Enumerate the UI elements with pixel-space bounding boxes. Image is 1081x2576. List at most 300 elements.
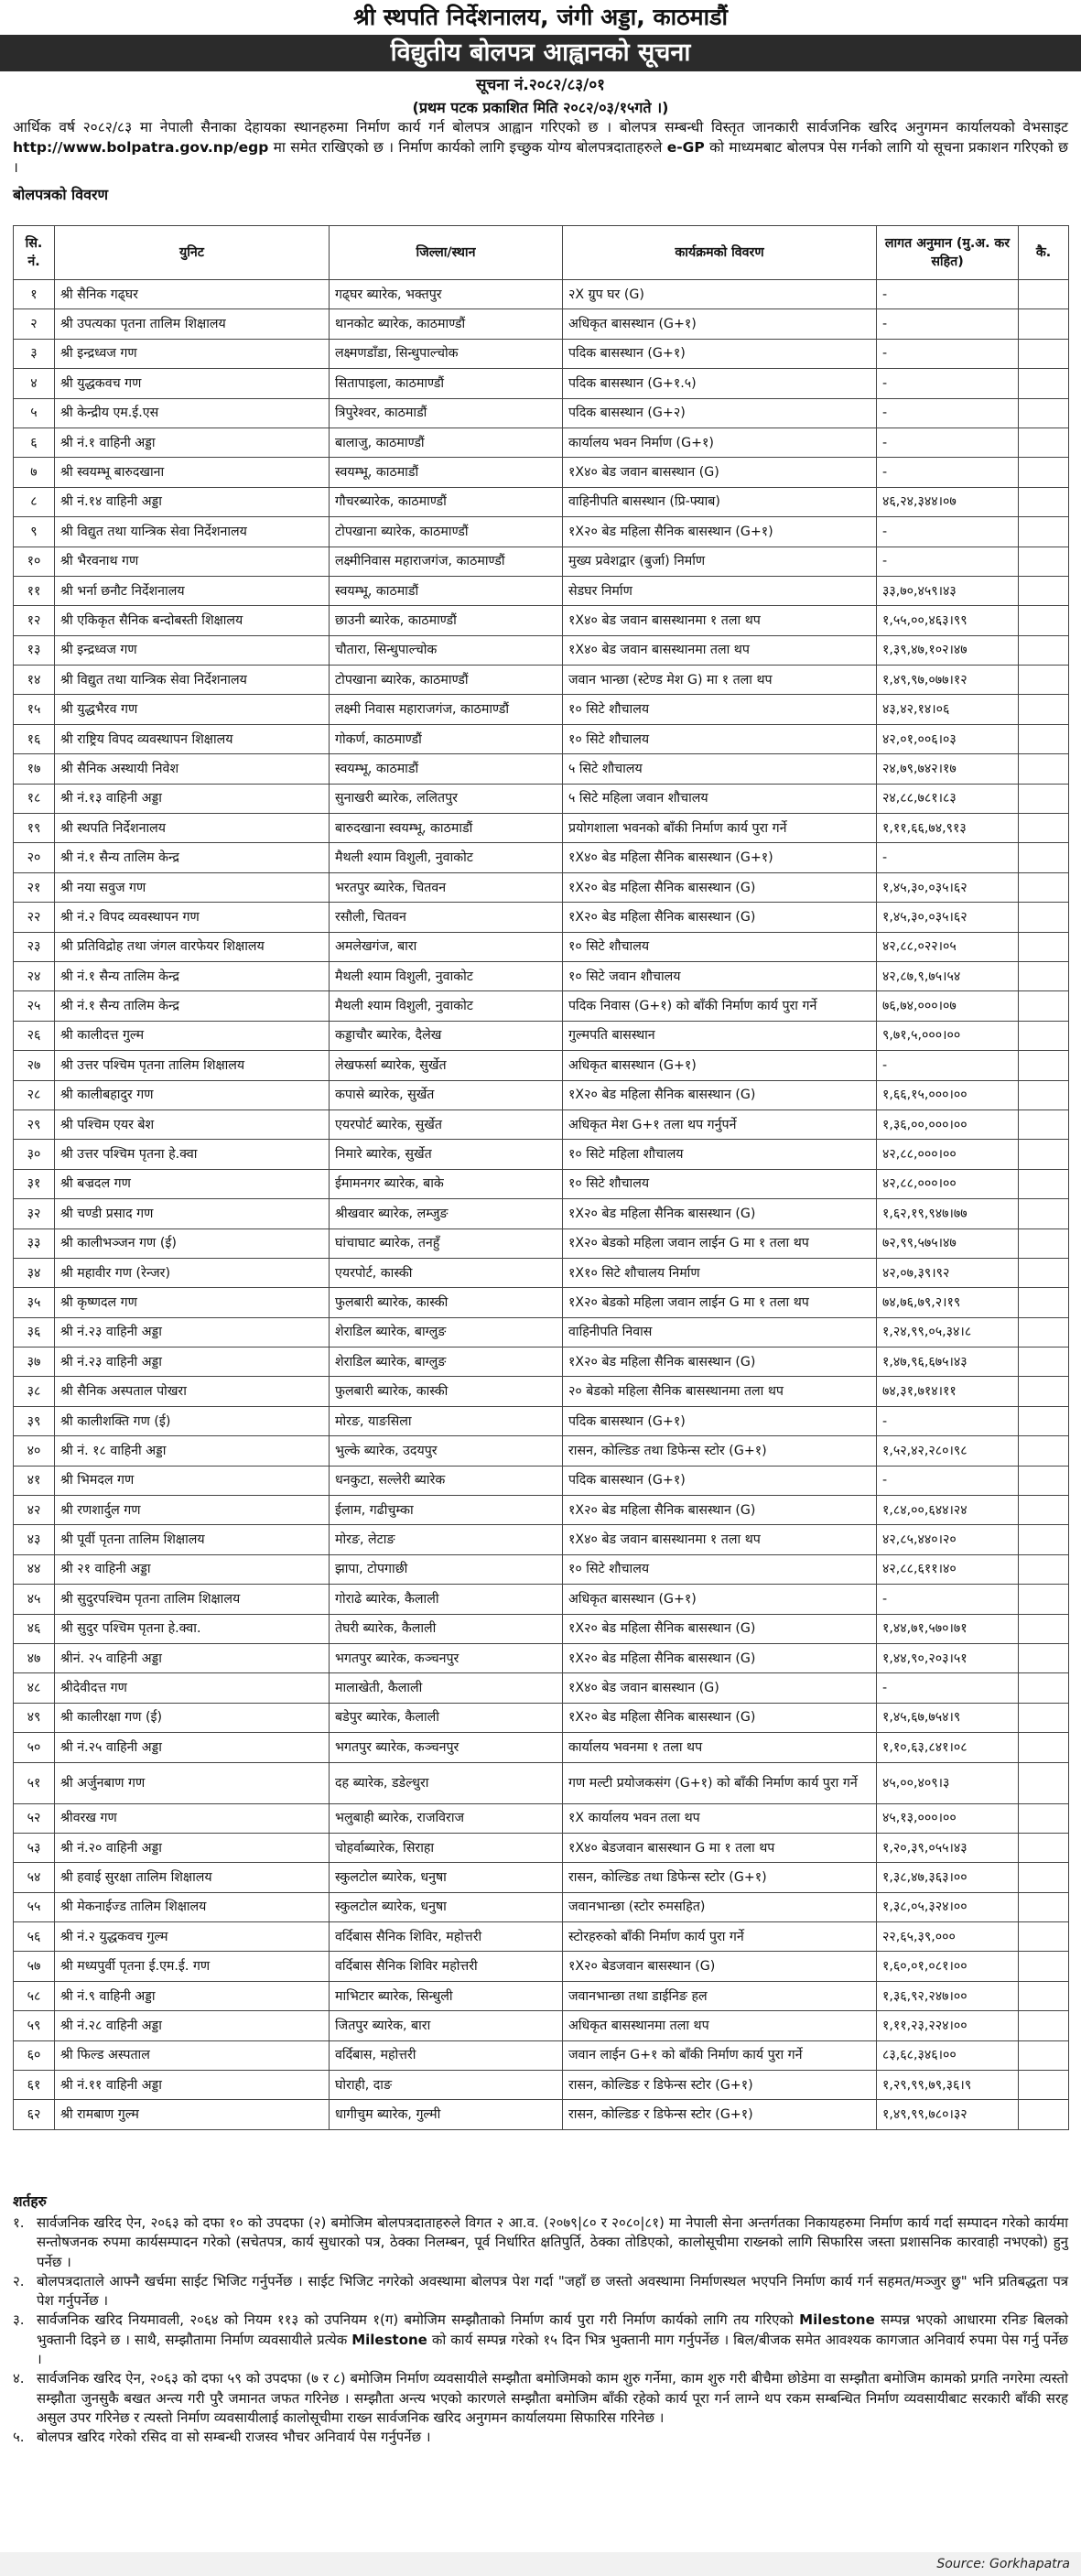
table-row [14, 2100, 1069, 2129]
header-sn: सि. नं. [14, 226, 55, 280]
cell-location: बारुदखाना स्वयम्भू, काठमाडौं [330, 814, 563, 843]
cell-remarks [1019, 1585, 1069, 1614]
condition-number: ४. [13, 2370, 25, 2387]
cell-location: भरतपुर ब्यारेक, चितवन [330, 872, 563, 902]
cell-remarks [1019, 2100, 1069, 2129]
cell-remarks [1019, 814, 1069, 843]
cell-cost: - [877, 1051, 1019, 1080]
office-title: श्री स्थपति निर्देशनालय, जंगी अड्डा, काठमाडौं [353, 4, 728, 30]
table-row [14, 1140, 1069, 1169]
cell-remarks [1019, 487, 1069, 516]
cell-unit: श्री प्रतिविद्रोह तथा जंगल वारफेयर शिक्षालय [55, 932, 330, 961]
cell-cost: १,११,२३,२२४।०० [877, 2011, 1019, 2040]
intro-text-2: मा समेत राखिएको छ । निर्माण कार्यको लागि इच्छुक योग्य बोलपत्रदाताहरुले [268, 139, 667, 156]
cell-description: २X ग्रुप घर (G) [563, 280, 877, 309]
cell-location: शेराडिल ब्यारेक, बाग्लुङ [330, 1348, 563, 1377]
cell-sn: ६१ [14, 2071, 55, 2100]
cell-location: धागीचुम ब्यारेक, गुल्मी [330, 2100, 563, 2129]
table-row [14, 1554, 1069, 1584]
cell-unit: श्री भर्ना छनौट निर्देशनालय [55, 576, 330, 605]
cell-cost: २२,६५,३९,००० [877, 1922, 1019, 1952]
cell-location: तेघरी ब्यारेक, कैलाली [330, 1614, 563, 1643]
cell-location: मालाखेती, कैलाली [330, 1673, 563, 1703]
cell-sn: ३० [14, 1140, 55, 1169]
cell-cost: ४६,२४,३४४।०७ [877, 487, 1019, 516]
cell-location: सितापाइला, काठमाण्डौं [330, 369, 563, 398]
cell-sn: १५ [14, 695, 55, 724]
cell-cost: - [877, 458, 1019, 487]
intro-paragraph [13, 117, 1068, 178]
cell-cost: - [877, 428, 1019, 457]
header-cost: लागत अनुमान (मु.अ. कर सहित) [877, 226, 1019, 280]
cell-cost: ७४,३१,७१४।११ [877, 1377, 1019, 1406]
cell-sn: १२ [14, 606, 55, 635]
cell-description: सेडघर निर्माण [563, 576, 877, 605]
cell-cost: ३३,७०,४५९।४३ [877, 576, 1019, 605]
cell-remarks [1019, 576, 1069, 605]
cell-sn: १९ [14, 814, 55, 843]
cell-cost: ४२,८८,०००।०० [877, 1140, 1019, 1169]
table-row [14, 932, 1069, 961]
cell-sn: ४२ [14, 1496, 55, 1525]
cell-cost: - [877, 1585, 1019, 1614]
cell-remarks [1019, 1496, 1069, 1525]
table-header-row [14, 226, 1069, 280]
cell-cost: २४,७९,७४२।१७ [877, 754, 1019, 784]
cell-unit: श्री भैरवनाथ गण [55, 547, 330, 576]
cell-sn: ५५ [14, 1892, 55, 1921]
intro-text-1: आर्थिक वर्ष २०८२/८३ मा नेपाली सैनाका देहायका स्थानहरुमा निर्माण कार्य गर्न बोलपत्र आह्वान गरिएको छ । बोलपत्र सम्बन्धी विस्तृत जानकारी सार्वजनिक खरिद अनुगमन कार्यालयको वेभसाइट [13, 119, 1068, 135]
conditions-label: शर्तहरु [13, 2193, 47, 2210]
cell-sn: ५० [14, 1733, 55, 1762]
cell-cost: १,४४,९०,२०३।५१ [877, 1643, 1019, 1672]
cell-location: वर्दिबास सैनिक शिविर, महोत्तरी [330, 1922, 563, 1952]
cell-unit: श्री एकिकृत सैनिक बन्दोबस्ती शिक्षालय [55, 606, 330, 635]
cell-cost: १,४९,९९,७८०।३२ [877, 2100, 1019, 2129]
cell-description: १X२० बेड महिला सैनिक बासस्थान (G) [563, 1643, 877, 1672]
table-row [14, 1199, 1069, 1228]
cell-unit: श्री उत्तर पश्चिम पृतना हे.क्वा [55, 1140, 330, 1169]
cell-unit: श्री युद्धकवच गण [55, 369, 330, 398]
cell-remarks [1019, 1317, 1069, 1347]
table-row [14, 547, 1069, 576]
condition-text-part: को कार्य सम्पन्न गरेको १५ दिन भित्र भुक्तानी माग गर्नुपर्नेछ । बिल/बीजक समेत आवश्यक कागजात अनिवार्य रुपमा पेस गर्नु पर्नेछ । [37, 2331, 1069, 2368]
condition-text [37, 2369, 1068, 2428]
cell-sn: ५९ [14, 2011, 55, 2040]
cell-cost: १,३८,०५,३२४।०० [877, 1892, 1019, 1921]
cell-unit: श्री भिमदल गण [55, 1466, 330, 1495]
cell-description: १X४० बेड जवान बासस्थानमा १ तला थप [563, 606, 877, 635]
cell-sn: ५३ [14, 1833, 55, 1862]
table-row [14, 1406, 1069, 1435]
cell-location: स्कुलटोल ब्यारेक, धनुषा [330, 1863, 563, 1892]
cell-description: १X२० बेड महिला सैनिक बासस्थान (G) [563, 1199, 877, 1228]
table-row [14, 695, 1069, 724]
cell-unit: श्री नं.१ सैन्य तालिम केन्द्र [55, 843, 330, 872]
bid-table-body [14, 280, 1069, 2130]
cell-unit: श्री उपत्यका पृतना तालिम शिक्षालय [55, 309, 330, 339]
cell-unit: श्री सैनिक अस्थायी निवेश [55, 754, 330, 784]
cell-location: रसौली, चितवन [330, 903, 563, 932]
cell-unit: श्री विद्युत तथा यान्त्रिक सेवा निर्देशनालय [55, 666, 330, 695]
table-row [14, 1863, 1069, 1892]
table-row [14, 1981, 1069, 2010]
cell-cost: - [877, 280, 1019, 309]
table-row [14, 666, 1069, 695]
cell-sn: ४७ [14, 1643, 55, 1672]
cell-cost: १,४९,९७,०७७।१२ [877, 666, 1019, 695]
cell-cost: ४२,८५,४४०।२० [877, 1525, 1019, 1554]
cell-unit: श्री हवाई सुरक्षा तालिम शिक्षालय [55, 1863, 330, 1892]
conditions-list [13, 2213, 1068, 2448]
cell-location: लेखफर्सा ब्यारेक, सुर्खेत [330, 1051, 563, 1080]
cell-unit: श्री नं.२८ वाहिनी अड्डा [55, 2011, 330, 2040]
header-description: कार्यक्रमको विवरण [563, 226, 877, 280]
cell-unit: श्री सैनिक गढ्घर [55, 280, 330, 309]
table-row [14, 991, 1069, 1021]
cell-cost: ८३,६८,३४६।०० [877, 2040, 1019, 2070]
cell-cost: - [877, 369, 1019, 398]
cell-unit: श्री कृष्णदल गण [55, 1288, 330, 1317]
cell-unit: श्री नं.१ वाहिनी अड्डा [55, 428, 330, 457]
cell-description: १X१० सिटे शौचालय निर्माण [563, 1258, 877, 1287]
cell-location: श्रीखवार ब्यारेक, लम्जुङ [330, 1199, 563, 1228]
table-row [14, 1952, 1069, 1981]
cell-cost: ४२,०७,३९।९२ [877, 1258, 1019, 1287]
cell-cost: १,६०,०१,०८१।०० [877, 1952, 1019, 1981]
cell-location: माभिटार ब्यारेक, सिन्धुली [330, 1981, 563, 2010]
cell-remarks [1019, 1021, 1069, 1050]
cell-location: एयरपोर्ट ब्यारेक, सुर्खेत [330, 1109, 563, 1139]
cell-description: १X२० बेड महिला सैनिक बासस्थान (G) [563, 872, 877, 902]
condition-item [13, 2428, 1068, 2447]
table-row [14, 724, 1069, 753]
cell-remarks [1019, 1051, 1069, 1080]
cell-location: स्वयम्भू, काठमाडौं [330, 576, 563, 605]
cell-location: स्कुलटोल ब्यारेक, धनुषा [330, 1892, 563, 1921]
cell-cost: ४२,८८,०००।०० [877, 1169, 1019, 1198]
condition-text-part: Milestone [799, 2311, 875, 2329]
cell-location: भलुबाही ब्यारेक, राजविराज [330, 1803, 563, 1833]
table-row [14, 2040, 1069, 2070]
table-row [14, 1496, 1069, 1525]
cell-location: भगतपुर ब्यारेक, कञ्चनपुर [330, 1733, 563, 1762]
cell-remarks [1019, 1109, 1069, 1139]
cell-description: १X४० बेड जवान बासस्थानमा १ तला थप [563, 1525, 877, 1554]
table-row [14, 903, 1069, 932]
cell-remarks [1019, 1673, 1069, 1703]
cell-unit: श्री पूर्वी पृतना तालिम शिक्षालय [55, 1525, 330, 1554]
cell-sn: ६ [14, 428, 55, 457]
table-row [14, 517, 1069, 547]
cell-sn: ५८ [14, 1981, 55, 2010]
cell-description: कार्यालय भवनमा १ तला थप [563, 1733, 877, 1762]
table-row [14, 635, 1069, 665]
cell-cost: - [877, 547, 1019, 576]
cell-sn: ११ [14, 576, 55, 605]
cell-unit: श्री सुदुरपश्चिम पृतना तालिम शिक्षालय [55, 1585, 330, 1614]
cell-remarks [1019, 695, 1069, 724]
cell-remarks [1019, 843, 1069, 872]
cell-remarks [1019, 428, 1069, 457]
cell-location: टोपखाना ब्यारेक, काठमाण्डौं [330, 517, 563, 547]
table-row [14, 872, 1069, 902]
cell-remarks [1019, 458, 1069, 487]
egp-label: e-GP [666, 139, 705, 156]
cell-description: रासन, कोल्डिङ र डिफेन्स स्टोर (G+१) [563, 2071, 877, 2100]
cell-remarks [1019, 724, 1069, 753]
cell-cost: १,६६,१५,०००।०० [877, 1080, 1019, 1109]
cell-sn: २० [14, 843, 55, 872]
cell-sn: ६० [14, 2040, 55, 2070]
cell-description: १० सिटे शौचालय [563, 1554, 877, 1584]
cell-sn: १ [14, 280, 55, 309]
condition-number: ३. [13, 2311, 25, 2329]
cell-location: मोरङ, याङसिला [330, 1406, 563, 1435]
cell-unit: श्री युद्धभैरव गण [55, 695, 330, 724]
cell-unit: श्री कालीरक्षा गण (ई) [55, 1703, 330, 1732]
cell-cost: - [877, 843, 1019, 872]
cell-unit: श्री पश्चिम एयर बेश [55, 1109, 330, 1139]
notice-number: सूचना नं.२०८२/८३/०१ [475, 76, 606, 94]
cell-sn: २६ [14, 1021, 55, 1050]
cell-sn: ३१ [14, 1169, 55, 1198]
cell-description: १X४० बेड महिला सैनिक बासस्थान (G+१) [563, 843, 877, 872]
cell-cost: १,४७,९६,६७५।४३ [877, 1348, 1019, 1377]
cell-sn: ४९ [14, 1703, 55, 1732]
cell-cost: - [877, 339, 1019, 368]
bolpatra-link[interactable]: http://www.bolpatra.gov.np/egp [13, 139, 269, 156]
cell-description: १X४० बेड जवान बासस्थान (G) [563, 1673, 877, 1703]
cell-unit: श्री रामबाण गुल्म [55, 2100, 330, 2129]
condition-number: २. [13, 2272, 25, 2289]
cell-sn: ५१ [14, 1762, 55, 1803]
publish-date: (प्रथम पटक प्रकाशित मिति २०८२/०३/१५गते ।) [412, 99, 669, 116]
condition-text-part: सम्पन्न भएको आधारमा रनिङ बिलको भुक्तानी दिइने छ । साथै, सम्झौतामा निर्माण व्यवसायीले प्रत्येक [37, 2311, 1068, 2348]
cell-location: वर्दिबास सैनिक शिविर महोत्तरी [330, 1952, 563, 1981]
table-row [14, 814, 1069, 843]
cell-unit: श्री केन्द्रीय एम.ई.एस [55, 398, 330, 428]
cell-unit: श्री २१ वाहिनी अड्डा [55, 1554, 330, 1584]
cell-cost: ७६,७४,०००।०७ [877, 991, 1019, 1021]
table-row [14, 961, 1069, 990]
cell-cost: - [877, 309, 1019, 339]
cell-sn: ८ [14, 487, 55, 516]
cell-unit: श्री चण्डी प्रसाद गण [55, 1199, 330, 1228]
table-row [14, 1803, 1069, 1833]
cell-remarks [1019, 309, 1069, 339]
cell-cost: १,३६,००,०००।०० [877, 1109, 1019, 1139]
cell-cost: १,३६,९२,२४७।०० [877, 1981, 1019, 2010]
table-row [14, 1585, 1069, 1614]
cell-cost: - [877, 1466, 1019, 1495]
cell-description: गण मल्टी प्रयोजकसंग (G+१) को बाँकी निर्माण कार्य पुरा गर्ने [563, 1762, 877, 1803]
cell-location: शेराडिल ब्यारेक, बाग्लुङ [330, 1317, 563, 1347]
cell-unit: श्री अर्जुनबाण गण [55, 1762, 330, 1803]
cell-location: बालाजु, काठमाण्डौं [330, 428, 563, 457]
condition-text [37, 2213, 1068, 2272]
cell-cost: २४,८८,७८१।८३ [877, 784, 1019, 813]
cell-unit: श्री नं.९ वाहिनी अड्डा [55, 1981, 330, 2010]
condition-item [13, 2369, 1068, 2428]
cell-remarks [1019, 1922, 1069, 1952]
cell-description: अधिकृत बासस्थानमा तला थप [563, 2011, 877, 2040]
table-row [14, 2011, 1069, 2040]
table-row [14, 1892, 1069, 1921]
cell-location: चोहर्वाब्यारेक, सिराहा [330, 1833, 563, 1862]
cell-location: स्वयम्भू, काठमाडौं [330, 458, 563, 487]
table-row [14, 1169, 1069, 1198]
cell-location: छाउनी ब्यारेक, काठमाण्डौं [330, 606, 563, 635]
table-row [14, 1673, 1069, 1703]
cell-remarks [1019, 1258, 1069, 1287]
table-row [14, 1258, 1069, 1287]
cell-remarks [1019, 1377, 1069, 1406]
cell-sn: ३ [14, 339, 55, 368]
cell-remarks [1019, 932, 1069, 961]
cell-cost: - [877, 1673, 1019, 1703]
cell-sn: ४१ [14, 1466, 55, 1495]
cell-sn: २७ [14, 1051, 55, 1080]
cell-cost: १,८४,००,६४४।२४ [877, 1496, 1019, 1525]
cell-remarks [1019, 2011, 1069, 2040]
table-row [14, 1377, 1069, 1406]
cell-description: १० सिटे महिला शौचालय [563, 1140, 877, 1169]
cell-unit: श्री मेकनाईज्ड तालिम शिक्षालय [55, 1892, 330, 1921]
cell-location: चौतारा, सिन्धुपाल्चोक [330, 635, 563, 665]
cell-remarks [1019, 1762, 1069, 1803]
cell-cost: ४३,४२,१४।०६ [877, 695, 1019, 724]
table-row [14, 280, 1069, 309]
cell-unit: श्री नं.२ विपद व्यवस्थापन गण [55, 903, 330, 932]
cell-remarks [1019, 1228, 1069, 1258]
cell-location: मैथली श्याम विशुली, नुवाकोट [330, 843, 563, 872]
table-row [14, 1051, 1069, 1080]
cell-sn: १८ [14, 784, 55, 813]
cell-description: पदिक बासस्थान (G+१.५) [563, 369, 877, 398]
cell-description: १X२० बेडको महिला जवान लाईन G मा १ तला थप [563, 1228, 877, 1258]
cell-location: लक्ष्मी निवास महाराजगंज, काठमाण्डौं [330, 695, 563, 724]
cell-sn: २ [14, 309, 55, 339]
cell-sn: ७ [14, 458, 55, 487]
cell-location: जितपुर ब्यारेक, बारा [330, 2011, 563, 2040]
cell-remarks [1019, 1614, 1069, 1643]
cell-description: जवानभान्छा (स्टोर रुमसहित) [563, 1892, 877, 1921]
table-row [14, 2071, 1069, 2100]
cell-sn: २९ [14, 1109, 55, 1139]
cell-cost: ४२,०१,००६।०३ [877, 724, 1019, 753]
cell-description: गुल्मपति बासस्थान [563, 1021, 877, 1050]
cell-description: जवान भान्छा (स्टेण्ड मेश G) मा १ तला थप [563, 666, 877, 695]
cell-location: धनकुटा, सल्लेरी ब्यारेक [330, 1466, 563, 1495]
cell-description: १० सिटे शौचालय [563, 695, 877, 724]
cell-remarks [1019, 1803, 1069, 1833]
condition-text-part: सार्वजनिक खरिद ऐन, २०६३ को दफा १० को उपदफा (२) बमोजिम बोलपत्रदाताहरुले विगत २ आ.व. (२०७९|८० र २०८०|८१) मा नेपाली सेना अन्तर्गतका निकायहरुमा निर्माण कार्य गर्दा सम्पादन गरेको कार्यमा सन्तोषजनक रुपमा कार्यसम्पादन गरेको (सचेतपत्र, कार्य सुधारको पत्र, ठेक्का निलम्बन, पूर्व निर्धारित क्षतिपुर्ति, ठेक्का तोडिएको, कालोसूचीमा राख्नको लागि सिफारिस जस्ता प्रशासनिक कारवाही नभएको) हुनु पर्नेछ । [37, 2214, 1068, 2270]
cell-unit: श्री इन्द्रध्वज गण [55, 635, 330, 665]
cell-cost: ४२,८८,०२२।०५ [877, 932, 1019, 961]
cell-remarks [1019, 547, 1069, 576]
cell-location: अमलेखगंज, बारा [330, 932, 563, 961]
condition-text [37, 2428, 1068, 2447]
cell-description: मुख्य प्रवेशद्वार (बुर्जा) निर्माण [563, 547, 877, 576]
cell-remarks [1019, 280, 1069, 309]
cell-location: गौचरब्यारेक, काठमाण्डौं [330, 487, 563, 516]
cell-sn: ४० [14, 1436, 55, 1466]
cell-description: १X२० बेड महिला सैनिक बासस्थान (G) [563, 1348, 877, 1377]
table-row [14, 1348, 1069, 1377]
header-location: जिल्ला/स्थान [330, 226, 563, 280]
cell-location: घांचाघाट ब्यारेक, तनहुँ [330, 1228, 563, 1258]
cell-sn: ५ [14, 398, 55, 428]
table-row [14, 309, 1069, 339]
cell-unit: श्री कालीभञ्जन गण (ई) [55, 1228, 330, 1258]
cell-description: १X४० बेडजवान बासस्थान G मा १ तला थप [563, 1833, 877, 1862]
table-row [14, 1525, 1069, 1554]
cell-remarks [1019, 1981, 1069, 2010]
cell-cost: १,५५,००,४६३।९९ [877, 606, 1019, 635]
cell-remarks [1019, 2071, 1069, 2100]
cell-unit: श्री कालीदत्त गुल्म [55, 1021, 330, 1050]
cell-sn: ४४ [14, 1554, 55, 1584]
cell-description: कार्यालय भवन निर्माण (G+१) [563, 428, 877, 457]
cell-cost: - [877, 1406, 1019, 1435]
cell-description: १० सिटे जवान शौचालय [563, 961, 877, 990]
table-row [14, 1466, 1069, 1495]
cell-description: पदिक बासस्थान (G+१) [563, 1406, 877, 1435]
cell-remarks [1019, 1140, 1069, 1169]
cell-location: फुलबारी ब्यारेक, कास्की [330, 1377, 563, 1406]
cell-unit: श्री स्थपति निर्देशनालय [55, 814, 330, 843]
table-row [14, 428, 1069, 457]
table-row [14, 1317, 1069, 1347]
cell-unit: श्री नं.१ सैन्य तालिम केन्द्र [55, 961, 330, 990]
cell-unit: श्री नं.११ वाहिनी अड्डा [55, 2071, 330, 2100]
cell-remarks [1019, 2040, 1069, 2070]
cell-description: १X२० बेड महिला सैनिक बासस्थान (G) [563, 1614, 877, 1643]
cell-cost: ४२,८७,९,७५।५४ [877, 961, 1019, 990]
cell-unit: श्री रणशार्दुल गण [55, 1496, 330, 1525]
cell-remarks [1019, 1436, 1069, 1466]
cell-description: रासन, कोल्डिङ तथा डिफेन्स स्टोर (G+१) [563, 1436, 877, 1466]
cell-sn: ३८ [14, 1377, 55, 1406]
cell-location: ईमामनगर ब्यारेक, बाके [330, 1169, 563, 1198]
header-unit: युनिट [55, 226, 330, 280]
cell-sn: ३३ [14, 1228, 55, 1258]
cell-sn: ३२ [14, 1199, 55, 1228]
cell-cost: ४५,१३,०००।०० [877, 1803, 1019, 1833]
cell-location: टोपखाना ब्यारेक, काठमाण्डौं [330, 666, 563, 695]
cell-remarks [1019, 1348, 1069, 1377]
cell-location: भुल्के ब्यारेक, उदयपुर [330, 1436, 563, 1466]
cell-unit: श्री नं.२५ वाहिनी अड्डा [55, 1733, 330, 1762]
cell-description: १X४० बेड जवान बासस्थान (G) [563, 458, 877, 487]
cell-location: एयरपोर्ट, कास्की [330, 1258, 563, 1287]
cell-remarks [1019, 1952, 1069, 1981]
source-credit: Source: Gorkhapatra [0, 2552, 1081, 2576]
cell-remarks [1019, 1406, 1069, 1435]
cell-unit: श्री विद्युत तथा यान्त्रिक सेवा निर्देशनालय [55, 517, 330, 547]
cell-cost: १,२०,३९,०५५।४३ [877, 1833, 1019, 1862]
cell-sn: १४ [14, 666, 55, 695]
cell-description: ५ सिटे शौचालय [563, 754, 877, 784]
cell-unit: श्री इन्द्रध्वज गण [55, 339, 330, 368]
cell-location: बडेपुर ब्यारेक, कैलाली [330, 1703, 563, 1732]
cell-sn: ४६ [14, 1614, 55, 1643]
cell-location: कड्डाचौर ब्यारेक, दैलेख [330, 1021, 563, 1050]
cell-location: स्वयम्भू, काठमाडौं [330, 754, 563, 784]
condition-text-part: बोलपत्र खरिद गरेको रसिद वा सो सम्बन्धी राजस्व भौचर अनिवार्य पेस गर्नुपर्नेछ । [37, 2429, 431, 2446]
cell-sn: ५४ [14, 1863, 55, 1892]
